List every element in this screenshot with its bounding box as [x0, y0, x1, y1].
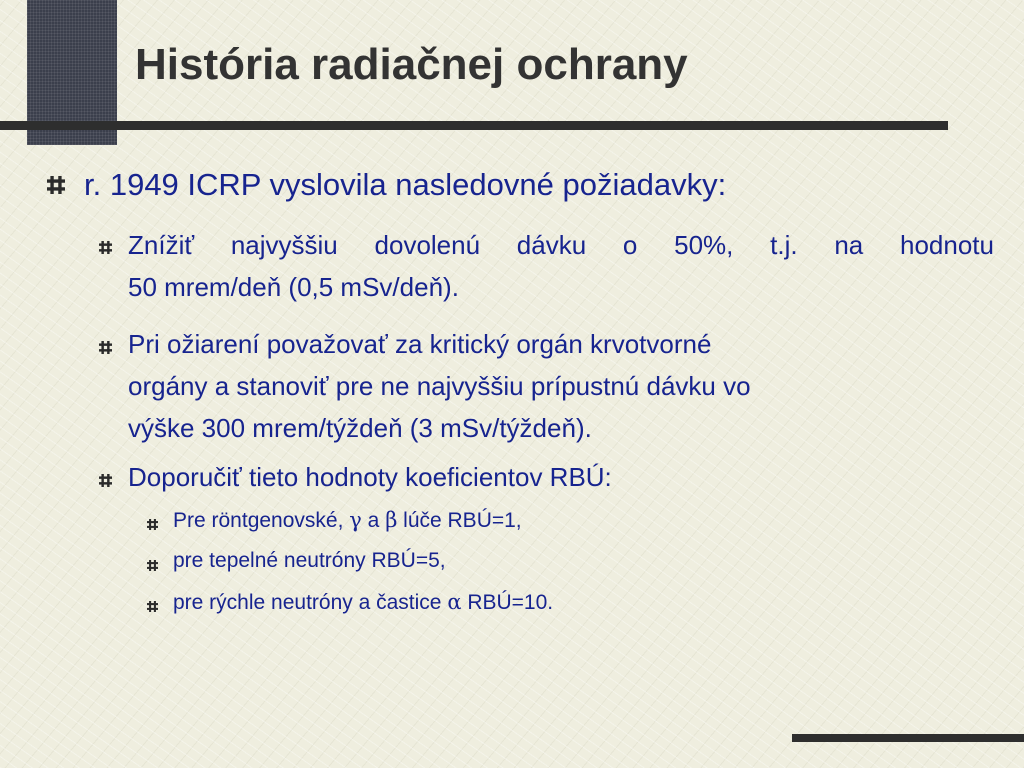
bullet-icon	[147, 519, 158, 530]
list-item-level2	[128, 456, 612, 498]
bullet-text-line: Znížiť najvyššiu dovolenú dávku o 50%, t.j. na hodnotu	[128, 230, 994, 260]
bullet-icon	[99, 341, 112, 354]
list-item-level2	[128, 224, 994, 308]
bullet-icon	[99, 241, 112, 254]
bullet-icon	[99, 474, 112, 487]
list-item-level3	[173, 507, 522, 534]
text-part: a	[361, 509, 386, 532]
list-item-level3	[173, 548, 446, 574]
slide-title: História radiačnej ochrany	[135, 40, 688, 89]
gamma-symbol: γ	[349, 508, 362, 532]
list-item-level2	[128, 323, 994, 449]
bullet-text-line: orgány a stanoviť pre ne najvyššiu prípustnú dávku vo	[128, 371, 751, 401]
bullet-icon	[47, 176, 65, 194]
text-part: lúče RBÚ=1,	[397, 509, 522, 532]
bullet-text-line: Pri ožiarení považovať za kritický orgán krvotvorné	[128, 329, 712, 359]
bullet-text: pre tepelné neutróny RBÚ=5,	[173, 549, 446, 572]
bullet-text-line: výške 300 mrem/týždeň (3 mSv/týždeň).	[128, 413, 592, 443]
bullet-text-line: 50 mrem/deň (0,5 mSv/deň).	[128, 272, 459, 302]
bullet-icon	[147, 601, 158, 612]
text-part: RBÚ=10.	[461, 591, 554, 614]
text-part: Pre röntgenovské,	[173, 509, 350, 532]
bullet-icon	[147, 560, 158, 571]
beta-symbol: β	[385, 508, 398, 532]
alpha-symbol: α	[447, 590, 462, 614]
text-part: pre rýchle neutróny a častice	[173, 591, 448, 614]
list-item-level1	[84, 167, 726, 203]
bullet-text: r. 1949 ICRP vyslovila nasledovné požiadavky:	[84, 167, 727, 202]
list-item-level3	[173, 589, 553, 616]
bullet-text: Doporučiť tieto hodnoty koeficientov RBÚ:	[128, 462, 612, 492]
